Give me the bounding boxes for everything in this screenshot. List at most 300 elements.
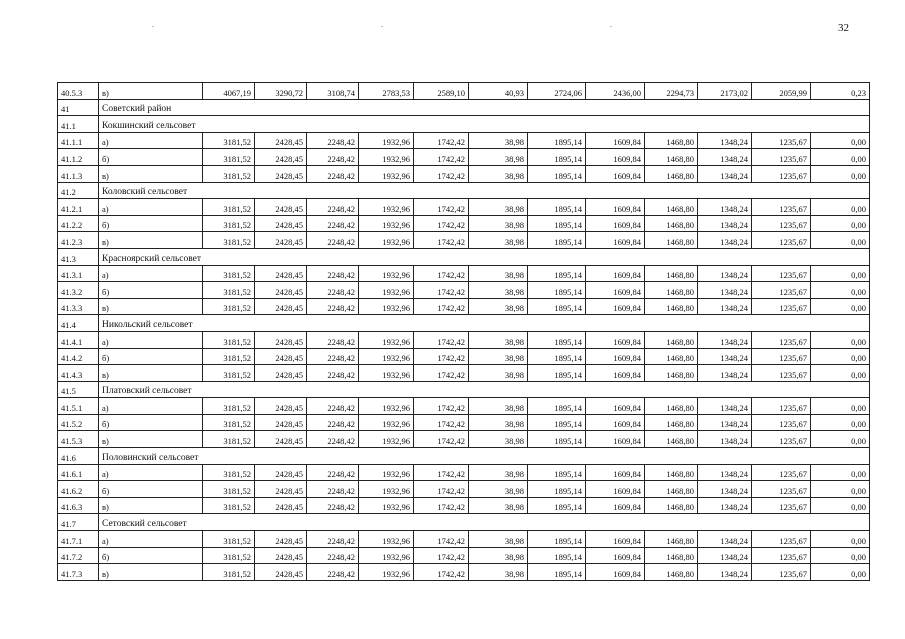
value-cell: 1348,24 <box>698 132 752 149</box>
value-cell: 1932,96 <box>359 564 414 581</box>
table-row <box>58 282 870 299</box>
value-cell: 1609,84 <box>586 149 645 166</box>
value-cell: 1609,84 <box>586 464 645 481</box>
value-cell: 1932,96 <box>359 149 414 166</box>
row-code: 41.6.1 <box>58 464 99 481</box>
value-cell: 1235,67 <box>752 531 811 548</box>
value-cell: 1895,14 <box>528 365 586 382</box>
value-cell: 0,23 <box>811 83 870 100</box>
value-cell: 0,00 <box>811 165 870 182</box>
value-cell: 1609,84 <box>586 547 645 564</box>
value-cell: 1235,67 <box>752 132 811 149</box>
value-cell: 1932,96 <box>359 199 414 216</box>
table-row <box>58 464 870 481</box>
value-cell: 1609,84 <box>586 132 645 149</box>
row-letter: в) <box>99 365 203 382</box>
value-cell: 1932,96 <box>359 282 414 299</box>
value-cell: 3181,52 <box>203 398 255 415</box>
table-row <box>58 331 870 348</box>
section-title: Никольский сельсовет <box>99 315 870 332</box>
value-cell: 2428,45 <box>255 348 307 365</box>
value-cell: 0,00 <box>811 398 870 415</box>
row-code: 41.2 <box>58 182 99 199</box>
value-cell: 1235,67 <box>752 149 811 166</box>
row-code: 41.3.1 <box>58 265 99 282</box>
value-cell: 2248,42 <box>307 298 359 315</box>
value-cell: 1348,24 <box>698 365 752 382</box>
value-cell: 1742,42 <box>414 431 469 448</box>
value-cell: 2248,42 <box>307 365 359 382</box>
value-cell: 3181,52 <box>203 132 255 149</box>
section-title: Советский район <box>99 99 870 116</box>
value-cell: 1235,67 <box>752 414 811 431</box>
row-letter: а) <box>99 464 203 481</box>
value-cell: 3181,52 <box>203 414 255 431</box>
value-cell: 1468,80 <box>645 232 698 249</box>
value-cell: 1609,84 <box>586 564 645 581</box>
section-row <box>58 381 870 398</box>
value-cell: 2428,45 <box>255 431 307 448</box>
value-cell: 1609,84 <box>586 215 645 232</box>
table-row <box>58 431 870 448</box>
value-cell: 38,98 <box>469 348 528 365</box>
value-cell: 38,98 <box>469 149 528 166</box>
value-cell: 1348,24 <box>698 265 752 282</box>
value-cell: 38,98 <box>469 497 528 514</box>
scan-dot: . <box>381 20 383 29</box>
value-cell: 1235,67 <box>752 398 811 415</box>
value-cell: 2248,42 <box>307 282 359 299</box>
value-cell: 1742,42 <box>414 398 469 415</box>
value-cell: 38,98 <box>469 531 528 548</box>
value-cell: 1348,24 <box>698 298 752 315</box>
table-row <box>58 298 870 315</box>
value-cell: 1468,80 <box>645 282 698 299</box>
value-cell: 1742,42 <box>414 199 469 216</box>
scan-dot: . <box>152 20 154 29</box>
value-cell: 1348,24 <box>698 464 752 481</box>
value-cell: 1468,80 <box>645 331 698 348</box>
value-cell: 1609,84 <box>586 431 645 448</box>
row-letter: б) <box>99 282 203 299</box>
row-code: 41.3.2 <box>58 282 99 299</box>
value-cell: 1609,84 <box>586 497 645 514</box>
value-cell: 1609,84 <box>586 232 645 249</box>
table-row <box>58 365 870 382</box>
value-cell: 1742,42 <box>414 365 469 382</box>
row-code: 41.4.3 <box>58 365 99 382</box>
value-cell: 2428,45 <box>255 282 307 299</box>
value-cell: 0,00 <box>811 564 870 581</box>
section-row <box>58 248 870 265</box>
value-cell: 1348,24 <box>698 497 752 514</box>
value-cell: 0,00 <box>811 414 870 431</box>
value-cell: 1895,14 <box>528 531 586 548</box>
value-cell: 1235,67 <box>752 365 811 382</box>
value-cell: 2428,45 <box>255 165 307 182</box>
row-code: 40.5.3 <box>58 83 99 100</box>
value-cell: 1348,24 <box>698 232 752 249</box>
value-cell: 38,98 <box>469 431 528 448</box>
section-row <box>58 182 870 199</box>
value-cell: 1609,84 <box>586 165 645 182</box>
value-cell: 3181,52 <box>203 331 255 348</box>
value-cell: 2428,45 <box>255 531 307 548</box>
value-cell: 3181,52 <box>203 215 255 232</box>
value-cell: 1895,14 <box>528 298 586 315</box>
row-letter: б) <box>99 215 203 232</box>
row-code: 41.2.1 <box>58 199 99 216</box>
value-cell: 1468,80 <box>645 165 698 182</box>
value-cell: 0,00 <box>811 265 870 282</box>
value-cell: 1895,14 <box>528 232 586 249</box>
value-cell: 1468,80 <box>645 215 698 232</box>
table-row <box>58 481 870 498</box>
value-cell: 2428,45 <box>255 365 307 382</box>
value-cell: 2428,45 <box>255 149 307 166</box>
value-cell: 0,00 <box>811 431 870 448</box>
value-cell: 0,00 <box>811 331 870 348</box>
value-cell: 3181,52 <box>203 165 255 182</box>
value-cell: 1348,24 <box>698 199 752 216</box>
value-cell: 1235,67 <box>752 298 811 315</box>
value-cell: 1932,96 <box>359 232 414 249</box>
value-cell: 38,98 <box>469 282 528 299</box>
value-cell: 2428,45 <box>255 564 307 581</box>
value-cell: 0,00 <box>811 531 870 548</box>
value-cell: 1742,42 <box>414 547 469 564</box>
value-cell: 3181,52 <box>203 199 255 216</box>
row-letter: в) <box>99 165 203 182</box>
value-cell: 2248,42 <box>307 215 359 232</box>
value-cell: 1932,96 <box>359 398 414 415</box>
value-cell: 1932,96 <box>359 531 414 548</box>
value-cell: 1895,14 <box>528 282 586 299</box>
value-cell: 2436,00 <box>586 83 645 100</box>
table-row <box>58 547 870 564</box>
value-cell: 0,00 <box>811 149 870 166</box>
row-code: 41.4 <box>58 315 99 332</box>
row-letter: в) <box>99 564 203 581</box>
value-cell: 1895,14 <box>528 265 586 282</box>
section-row <box>58 514 870 531</box>
value-cell: 3181,52 <box>203 232 255 249</box>
value-cell: 40,93 <box>469 83 528 100</box>
value-cell: 2428,45 <box>255 497 307 514</box>
value-cell: 3181,52 <box>203 531 255 548</box>
value-cell: 2248,42 <box>307 547 359 564</box>
value-cell: 1895,14 <box>528 348 586 365</box>
value-cell: 1932,96 <box>359 365 414 382</box>
table-row <box>58 165 870 182</box>
value-cell: 1895,14 <box>528 215 586 232</box>
value-cell: 2783,53 <box>359 83 414 100</box>
table-row <box>58 215 870 232</box>
value-cell: 0,00 <box>811 497 870 514</box>
value-cell: 1609,84 <box>586 365 645 382</box>
section-title: Сетовский сельсовет <box>99 514 870 531</box>
value-cell: 1742,42 <box>414 564 469 581</box>
value-cell: 2173,02 <box>698 83 752 100</box>
value-cell: 3181,52 <box>203 348 255 365</box>
value-cell: 1348,24 <box>698 547 752 564</box>
value-cell: 38,98 <box>469 165 528 182</box>
value-cell: 1742,42 <box>414 414 469 431</box>
row-code: 41.1.3 <box>58 165 99 182</box>
value-cell: 1235,67 <box>752 547 811 564</box>
value-cell: 1468,80 <box>645 547 698 564</box>
value-cell: 1235,67 <box>752 265 811 282</box>
value-cell: 1468,80 <box>645 481 698 498</box>
value-cell: 1468,80 <box>645 531 698 548</box>
section-row <box>58 116 870 133</box>
value-cell: 1932,96 <box>359 331 414 348</box>
value-cell: 1348,24 <box>698 215 752 232</box>
table-row <box>58 531 870 548</box>
value-cell: 1895,14 <box>528 199 586 216</box>
value-cell: 3181,52 <box>203 481 255 498</box>
row-code: 41.5.1 <box>58 398 99 415</box>
value-cell: 1235,67 <box>752 431 811 448</box>
row-code: 41.4.1 <box>58 331 99 348</box>
value-cell: 1895,14 <box>528 464 586 481</box>
value-cell: 1932,96 <box>359 265 414 282</box>
row-letter: б) <box>99 414 203 431</box>
row-code: 41.2.2 <box>58 215 99 232</box>
table-row <box>58 83 870 100</box>
value-cell: 1235,67 <box>752 199 811 216</box>
value-cell: 3181,52 <box>203 265 255 282</box>
row-code: 41.1.2 <box>58 149 99 166</box>
section-row <box>58 99 870 116</box>
section-title: Коловский сельсовет <box>99 182 870 199</box>
value-cell: 1895,14 <box>528 149 586 166</box>
value-cell: 2248,42 <box>307 132 359 149</box>
value-cell: 0,00 <box>811 232 870 249</box>
value-cell: 1742,42 <box>414 348 469 365</box>
value-cell: 1742,42 <box>414 481 469 498</box>
value-cell: 1932,96 <box>359 132 414 149</box>
value-cell: 3181,52 <box>203 564 255 581</box>
value-cell: 1348,24 <box>698 531 752 548</box>
row-letter: в) <box>99 298 203 315</box>
value-cell: 3181,52 <box>203 431 255 448</box>
value-cell: 38,98 <box>469 564 528 581</box>
value-cell: 38,98 <box>469 232 528 249</box>
value-cell: 1235,67 <box>752 564 811 581</box>
section-row <box>58 448 870 465</box>
section-title: Половинский сельсовет <box>99 448 870 465</box>
value-cell: 4067,19 <box>203 83 255 100</box>
value-cell: 1348,24 <box>698 282 752 299</box>
value-cell: 1348,24 <box>698 149 752 166</box>
table-row <box>58 232 870 249</box>
value-cell: 1742,42 <box>414 232 469 249</box>
table-row <box>58 265 870 282</box>
value-cell: 1895,14 <box>528 431 586 448</box>
value-cell: 2428,45 <box>255 547 307 564</box>
value-cell: 2248,42 <box>307 265 359 282</box>
value-cell: 1468,80 <box>645 265 698 282</box>
value-cell: 2248,42 <box>307 414 359 431</box>
value-cell: 1235,67 <box>752 481 811 498</box>
value-cell: 1895,14 <box>528 132 586 149</box>
value-cell: 1895,14 <box>528 414 586 431</box>
row-code: 41.3.3 <box>58 298 99 315</box>
value-cell: 2059,99 <box>752 83 811 100</box>
value-cell: 2248,42 <box>307 531 359 548</box>
value-cell: 1609,84 <box>586 265 645 282</box>
value-cell: 1468,80 <box>645 365 698 382</box>
value-cell: 1348,24 <box>698 398 752 415</box>
table-row <box>58 348 870 365</box>
row-code: 41.7 <box>58 514 99 531</box>
value-cell: 2428,45 <box>255 199 307 216</box>
value-cell: 38,98 <box>469 414 528 431</box>
value-cell: 2428,45 <box>255 331 307 348</box>
value-cell: 1235,67 <box>752 215 811 232</box>
value-cell: 2248,42 <box>307 481 359 498</box>
value-cell: 38,98 <box>469 331 528 348</box>
value-cell: 1932,96 <box>359 481 414 498</box>
value-cell: 1932,96 <box>359 348 414 365</box>
row-code: 41.5.2 <box>58 414 99 431</box>
value-cell: 1235,67 <box>752 331 811 348</box>
table-row <box>58 564 870 581</box>
value-cell: 1235,67 <box>752 232 811 249</box>
value-cell: 1348,24 <box>698 331 752 348</box>
value-cell: 2428,45 <box>255 132 307 149</box>
value-cell: 0,00 <box>811 348 870 365</box>
value-cell: 1742,42 <box>414 497 469 514</box>
value-cell: 3181,52 <box>203 464 255 481</box>
value-cell: 2428,45 <box>255 232 307 249</box>
row-code: 41.6 <box>58 448 99 465</box>
value-cell: 1468,80 <box>645 431 698 448</box>
value-cell: 38,98 <box>469 365 528 382</box>
value-cell: 1468,80 <box>645 464 698 481</box>
value-cell: 38,98 <box>469 215 528 232</box>
table-body <box>58 83 870 581</box>
value-cell: 1932,96 <box>359 464 414 481</box>
scan-dot: . <box>610 20 612 29</box>
value-cell: 1609,84 <box>586 398 645 415</box>
row-code: 41.2.3 <box>58 232 99 249</box>
value-cell: 1235,67 <box>752 464 811 481</box>
tariff-table <box>57 82 870 581</box>
value-cell: 1932,96 <box>359 547 414 564</box>
row-code: 41.5 <box>58 381 99 398</box>
value-cell: 3290,72 <box>255 83 307 100</box>
value-cell: 1609,84 <box>586 481 645 498</box>
value-cell: 1609,84 <box>586 414 645 431</box>
row-code: 41.7.2 <box>58 547 99 564</box>
value-cell: 1468,80 <box>645 132 698 149</box>
row-code: 41.7.1 <box>58 531 99 548</box>
value-cell: 38,98 <box>469 398 528 415</box>
value-cell: 0,00 <box>811 132 870 149</box>
row-letter: б) <box>99 547 203 564</box>
row-letter: а) <box>99 331 203 348</box>
value-cell: 1742,42 <box>414 149 469 166</box>
value-cell: 38,98 <box>469 464 528 481</box>
value-cell: 1468,80 <box>645 149 698 166</box>
value-cell: 1235,67 <box>752 282 811 299</box>
value-cell: 2248,42 <box>307 464 359 481</box>
value-cell: 2248,42 <box>307 398 359 415</box>
value-cell: 0,00 <box>811 481 870 498</box>
value-cell: 1468,80 <box>645 414 698 431</box>
value-cell: 1895,14 <box>528 331 586 348</box>
value-cell: 2248,42 <box>307 199 359 216</box>
value-cell: 2294,73 <box>645 83 698 100</box>
table-row <box>58 199 870 216</box>
section-row <box>58 315 870 332</box>
value-cell: 1348,24 <box>698 414 752 431</box>
value-cell: 2428,45 <box>255 464 307 481</box>
value-cell: 1348,24 <box>698 431 752 448</box>
value-cell: 1742,42 <box>414 165 469 182</box>
value-cell: 1895,14 <box>528 497 586 514</box>
row-code: 41.4.2 <box>58 348 99 365</box>
table-row <box>58 132 870 149</box>
value-cell: 38,98 <box>469 547 528 564</box>
row-code: 41 <box>58 99 99 116</box>
table-row <box>58 414 870 431</box>
value-cell: 1932,96 <box>359 414 414 431</box>
value-cell: 3181,52 <box>203 149 255 166</box>
value-cell: 2248,42 <box>307 232 359 249</box>
row-code: 41.6.2 <box>58 481 99 498</box>
value-cell: 1742,42 <box>414 282 469 299</box>
value-cell: 2248,42 <box>307 165 359 182</box>
value-cell: 1468,80 <box>645 564 698 581</box>
row-code: 41.7.3 <box>58 564 99 581</box>
value-cell: 1742,42 <box>414 331 469 348</box>
row-code: 41.6.3 <box>58 497 99 514</box>
value-cell: 1932,96 <box>359 215 414 232</box>
value-cell: 0,00 <box>811 215 870 232</box>
value-cell: 1468,80 <box>645 348 698 365</box>
row-letter: в) <box>99 83 203 100</box>
value-cell: 1895,14 <box>528 547 586 564</box>
row-code: 41.3 <box>58 248 99 265</box>
row-letter: в) <box>99 232 203 249</box>
value-cell: 1932,96 <box>359 165 414 182</box>
row-letter: в) <box>99 431 203 448</box>
value-cell: 0,00 <box>811 464 870 481</box>
row-letter: а) <box>99 199 203 216</box>
value-cell: 0,00 <box>811 199 870 216</box>
value-cell: 2428,45 <box>255 215 307 232</box>
value-cell: 1609,84 <box>586 282 645 299</box>
value-cell: 2428,45 <box>255 414 307 431</box>
section-title: Платовский сельсовет <box>99 381 870 398</box>
value-cell: 38,98 <box>469 199 528 216</box>
section-title: Кокшинский сельсовет <box>99 116 870 133</box>
value-cell: 2428,45 <box>255 481 307 498</box>
value-cell: 3181,52 <box>203 497 255 514</box>
value-cell: 2248,42 <box>307 331 359 348</box>
value-cell: 1742,42 <box>414 132 469 149</box>
value-cell: 3108,74 <box>307 83 359 100</box>
value-cell: 1742,42 <box>414 531 469 548</box>
value-cell: 1895,14 <box>528 564 586 581</box>
row-letter: б) <box>99 348 203 365</box>
value-cell: 38,98 <box>469 481 528 498</box>
value-cell: 1609,84 <box>586 199 645 216</box>
row-letter: б) <box>99 481 203 498</box>
